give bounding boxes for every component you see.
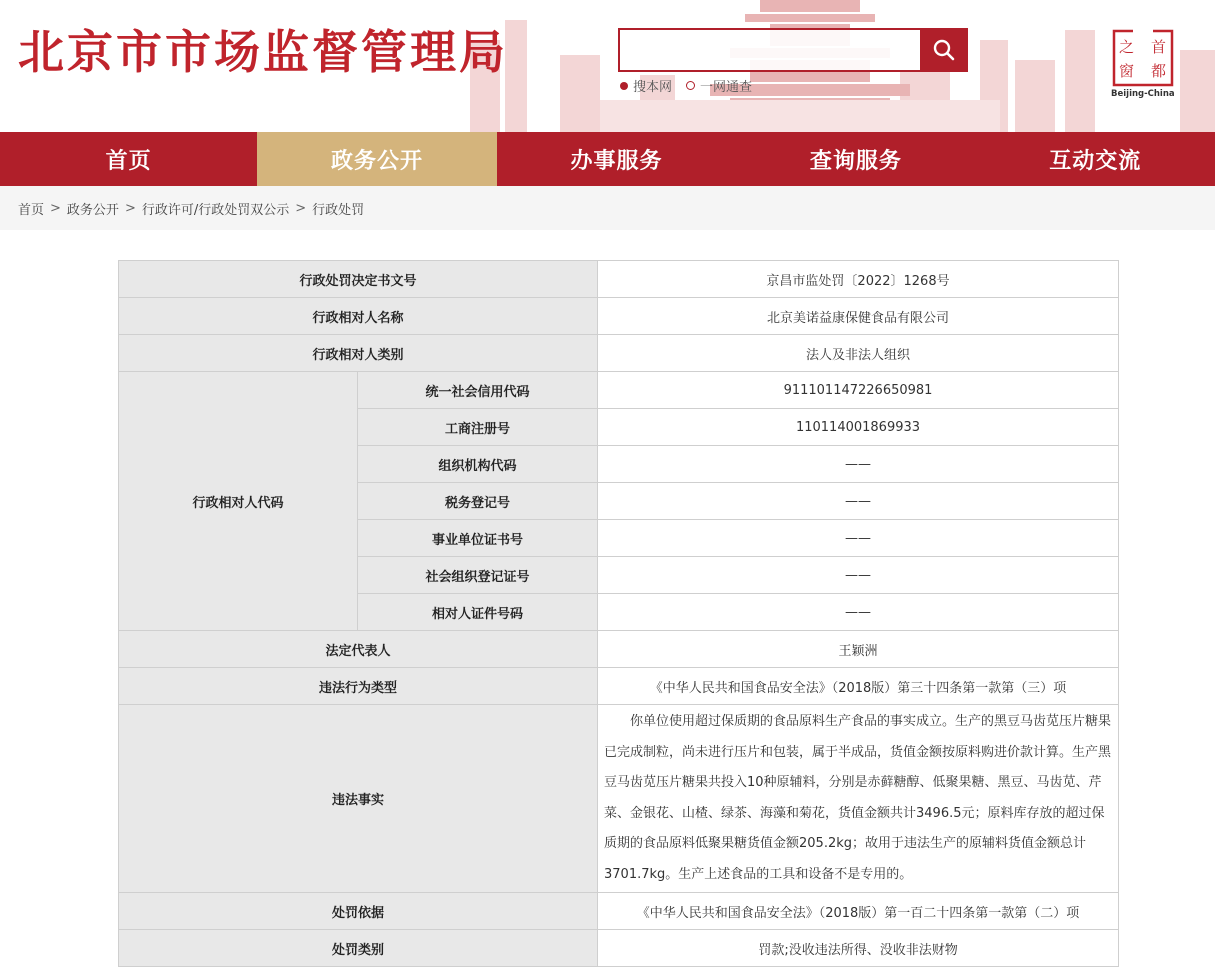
row-label: 相对人证件号码 [358, 594, 598, 631]
radio-selected-icon [620, 82, 628, 90]
row-value: 罚款;没收违法所得、没收非法财物 [598, 930, 1119, 967]
row-label: 工商注册号 [358, 409, 598, 446]
row-label: 违法事实 [119, 705, 598, 893]
row-value: —— [598, 483, 1119, 520]
row-label: 社会组织登记证号 [358, 557, 598, 594]
row-label: 事业单位证书号 [358, 520, 598, 557]
breadcrumb-home[interactable]: 首页 [18, 202, 45, 218]
row-value: 110114001869933 [598, 409, 1119, 446]
nav-item-query[interactable]: 查询服务 [809, 148, 902, 174]
penalty-detail-table [118, 260, 1118, 967]
search-scope [620, 76, 752, 95]
site-title: 北京市市场监督管理局 [18, 25, 508, 79]
row-label: 行政相对人名称 [119, 298, 598, 335]
table-row [119, 261, 1119, 298]
logo-char: 之 [1119, 38, 1135, 56]
scope-option-label: 搜本网 [633, 80, 673, 95]
table-row [119, 372, 1119, 409]
logo-char: 窗 [1119, 62, 1135, 80]
scope-option-all[interactable] [686, 76, 752, 95]
chevron-right-icon: > [50, 200, 61, 216]
main-nav [0, 132, 1215, 186]
table-row [119, 631, 1119, 668]
row-value: —— [598, 520, 1119, 557]
search-box [618, 28, 968, 72]
logo-caption: Beijing-China [1111, 89, 1175, 98]
nav-item-services[interactable]: 办事服务 [570, 148, 663, 174]
row-value: 法人及非法人组织 [598, 335, 1119, 372]
row-value: 《中华人民共和国食品安全法》（2018版）第一百二十四条第一款第（二）项 [598, 893, 1119, 930]
nav-item-interaction[interactable]: 互动交流 [1049, 148, 1142, 174]
table-row [119, 668, 1119, 705]
row-value: 京昌市监处罚〔2022〕1268号 [598, 261, 1119, 298]
row-value: —— [598, 594, 1119, 631]
scope-option-label: 一网通查 [700, 80, 753, 95]
row-label: 税务登记号 [358, 483, 598, 520]
scope-option-site[interactable] [620, 76, 672, 95]
row-label: 行政相对人类别 [119, 335, 598, 372]
table-row [119, 705, 1119, 893]
table-row [119, 335, 1119, 372]
row-label: 违法行为类型 [119, 668, 598, 705]
logo-char: 首 [1151, 38, 1167, 56]
search-icon [933, 39, 955, 61]
logo-char: 都 [1151, 62, 1167, 80]
nav-item-home[interactable]: 首页 [105, 148, 152, 174]
row-label: 处罚依据 [119, 893, 598, 930]
breadcrumb [0, 186, 1215, 230]
row-label: 行政处罚决定书文号 [119, 261, 598, 298]
chevron-right-icon: > [124, 200, 136, 216]
radio-unselected-icon [686, 81, 695, 90]
group-label: 行政相对人代码 [119, 372, 358, 631]
row-value: 王颖洲 [598, 631, 1119, 668]
row-value: —— [598, 446, 1119, 483]
site-header [0, 0, 1215, 132]
chevron-right-icon: > [295, 200, 307, 216]
search-button[interactable] [920, 28, 968, 72]
breadcrumb-government-affairs[interactable]: 政务公开 [66, 202, 119, 218]
search-input[interactable] [618, 28, 938, 72]
row-label: 处罚类别 [119, 930, 598, 967]
row-value-facts: 你单位使用超过保质期的食品原料生产食品的事实成立。生产的黑豆马齿苋压片糖果已完成制粒，尚未进行压片和包装，属于半成品，货值金额按原料购进价款计算。生产黑豆马齿苋压片糖果共投入10种原辅料，分别是赤藓糖醇、低聚果糖、黑豆、马齿苋、芹菜、金银花、山楂、绿茶、海藻和菊花，货值金额共计3496.5元；原料库存放的超过保质期的食品原料低聚果糖货值金额205.2kg；故用于违法生产的原辅料货值金额总计3701.7kg。生产上述食品的工具和设备不是专用的。 [598, 705, 1119, 893]
row-label: 统一社会信用代码 [358, 372, 598, 409]
capital-window-logo[interactable] [1111, 28, 1177, 98]
row-value: 911101147226650981 [598, 372, 1119, 409]
breadcrumb-publicity[interactable]: 行政许可/行政处罚双公示 [141, 202, 290, 218]
table-row [119, 930, 1119, 967]
row-value: 《中华人民共和国食品安全法》（2018版）第三十四条第一款第（三）项 [598, 668, 1119, 705]
row-label: 法定代表人 [119, 631, 598, 668]
row-label: 组织机构代码 [358, 446, 598, 483]
row-value: —— [598, 557, 1119, 594]
nav-item-government-affairs[interactable]: 政务公开 [257, 132, 496, 186]
table-row [119, 893, 1119, 930]
table-row [119, 298, 1119, 335]
row-value: 北京美诺益康保健食品有限公司 [598, 298, 1119, 335]
breadcrumb-penalty[interactable]: 行政处罚 [312, 202, 365, 218]
